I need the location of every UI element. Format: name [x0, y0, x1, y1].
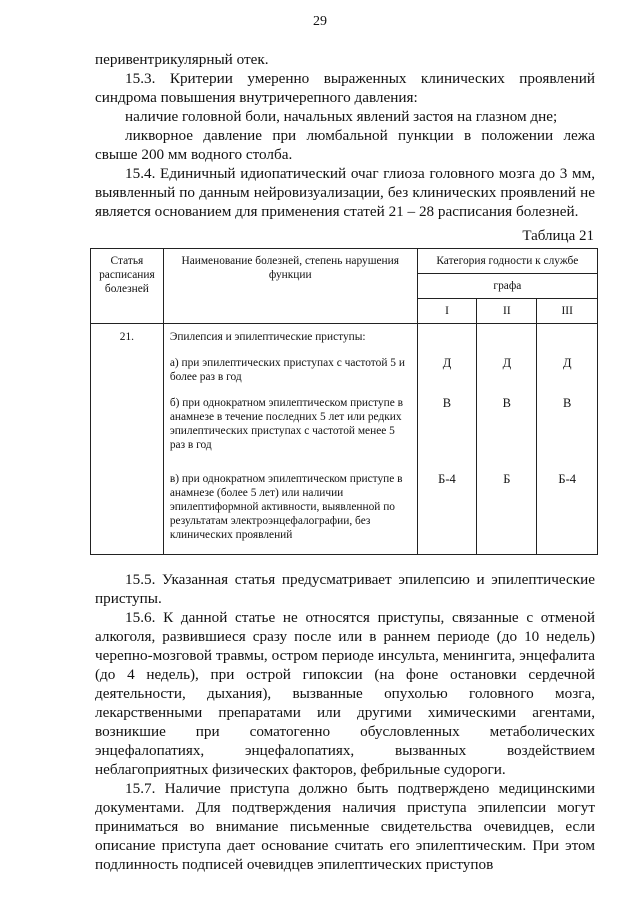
- header-article: Статья расписания болезней: [91, 249, 164, 324]
- disease-table: [90, 248, 598, 555]
- item-b-col1: В: [442, 396, 452, 410]
- item-a-col2: Д: [502, 356, 512, 370]
- row-col-2: [477, 324, 537, 555]
- top-text-block: [95, 50, 595, 221]
- header-grafa: графа: [417, 274, 597, 299]
- paragraph-15-5: 15.5. Указанная статья предусматривает эпилепсию и эпилептические приступы.: [95, 571, 595, 607]
- page-number: 29: [313, 14, 327, 29]
- header-col-3: III: [537, 299, 598, 324]
- paragraph-15-4: 15.4. Единичный идиопатический очаг глиоза головного мозга до 3 мм, выявленный по данным нейровизуализации, без клинических проявлений не является основанием для применения статей 21 – 28 расписания болезней.: [95, 165, 595, 220]
- paragraph-15-6: 15.6. К данной статье не относятся приступы, связанные с отменой алкоголя, развившиеся сразу после или в раннем периоде (до 10 недель) черепно-мозговой травмы, остром периоде инсульта, менингита, энцефалита (до 4 недель), при острой гипоксии (на фоне остановки сердечной деятельности, дыхания), вызванные опухолью головного мозга, лекарственными препаратами или другими химическими агентами, возникшие при соматогенно обусловленных метаболических энцефалопатиях, энцефалопатиях, вызванных воздействием неблагоприятных физических факторов, фебрильные судороги.: [95, 609, 595, 778]
- row-col-1: [417, 324, 477, 555]
- item-b-col2: В: [502, 396, 512, 410]
- row-title: Эпилепсия и эпилептические приступы:: [169, 331, 366, 343]
- header-col-1: I: [417, 299, 477, 324]
- header-col-2: II: [477, 299, 537, 324]
- item-a-text: а) при эпилептических приступах с частотой 5 и более раз в год: [169, 357, 405, 383]
- row-article: 21.: [91, 324, 164, 555]
- table-caption: Таблица 21: [522, 228, 594, 244]
- header-name: Наименование болезней, степень нарушения функции: [163, 249, 417, 324]
- item-b-text: б) при однократном эпилептическом приступе в анамнезе в течение последних 5 лет или редких эпилептических приступах с частотой менее 5 раз в год: [169, 397, 403, 451]
- paragraph-15-3: 15.3. Критерии умеренно выраженных клинических проявлений синдрома повышения внутричерепного давления:: [95, 70, 595, 106]
- paragraph-headache: наличие головной боли, начальных явлений застоя на глазном дне;: [125, 108, 558, 125]
- paragraph-continuation: перивентрикулярный отек.: [95, 51, 269, 68]
- item-c-col2: Б: [503, 472, 511, 486]
- paragraph-15-7: 15.7. Наличие приступа должно быть подтверждено медицинскими документами. Для подтверждения наличия приступа эпилепсии могут приниматься во внимание письменные свидетельства очевидцев, если описание приступа дает основание считать его эпилептическим. При этом подлинность подписей очевидцев эпилептических приступов: [95, 780, 595, 873]
- table-header-row: [91, 249, 598, 274]
- item-b-col3: В: [563, 396, 572, 410]
- item-c-col3: Б-4: [558, 472, 576, 486]
- paragraph-pressure: ликворное давление при люмбальной пункции в положении лежа свыше 200 мм водного столба.: [95, 127, 595, 163]
- bottom-text-block: [95, 570, 595, 874]
- row-name-cell: [163, 324, 417, 555]
- item-c-text: в) при однократном эпилептическом приступе в анамнезе (более 5 лет) или наличии эпилептиформной активности, выявленной по результатам электроэнцефалографии, без клинических проявлений: [169, 473, 403, 541]
- row-col-3: [537, 324, 598, 555]
- item-a-col3: Д: [562, 356, 572, 370]
- header-category: Категория годности к службе: [417, 249, 597, 274]
- item-c-col1: Б-4: [438, 472, 456, 486]
- table-row: [91, 324, 598, 555]
- item-a-col1: Д: [442, 356, 452, 370]
